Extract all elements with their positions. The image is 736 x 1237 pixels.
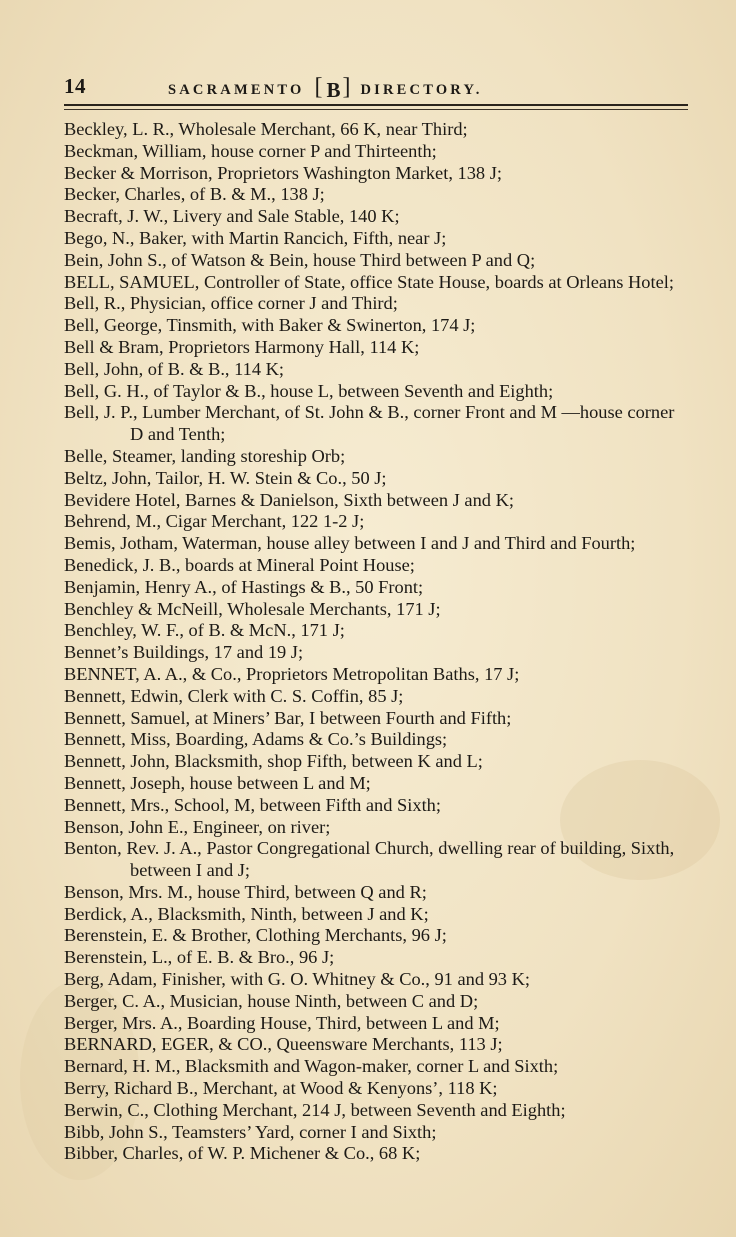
directory-entry: Berg, Adam, Finisher, with G. O. Whitney & Co., 91 and 93 K; — [64, 969, 530, 990]
running-head — [168, 74, 483, 103]
directory-entry: Berenstein, L., of E. B. & Bro., 96 J; — [64, 947, 335, 968]
directory-entry: Beckley, L. R., Wholesale Merchant, 66 K, near Third; — [64, 119, 468, 139]
header-rule — [64, 104, 688, 106]
directory-entry: Benson, Mrs. M., house Third, between Q and R; — [64, 881, 427, 902]
directory-entry: Bibber, Charles, of W. P. Michener & Co., 68 K; — [64, 1143, 421, 1164]
directory-entry: Benjamin, Henry A., of Hastings & B., 50 Front; — [64, 576, 424, 597]
directory-entry: Bibb, John S., Teamsters’ Yard, corner I and Sixth; — [64, 1121, 437, 1142]
directory-entry: Becker, Charles, of B. & M., 138 J; — [64, 184, 325, 205]
directory-entry: Benton, Rev. J. A., Pastor Congregational Church, dwelling rear of building, Sixth, between I and J; — [64, 838, 675, 881]
header-rule-thin — [64, 109, 688, 110]
directory-entry: Berwin, C., Clothing Merchant, 214 J, between Seventh and Eighth; — [64, 1099, 566, 1120]
directory-entry: BENNET, A. A., & Co., Proprietors Metropolitan Baths, 17 J; — [64, 663, 520, 684]
bracket-close: ] — [342, 74, 351, 100]
directory-entry: Bego, N., Baker, with Martin Rancich, Fifth, near J; — [64, 227, 447, 248]
directory-entry: Berger, Mrs. A., Boarding House, Third, between L and M; — [64, 1012, 500, 1033]
directory-entry: Beltz, John, Tailor, H. W. Stein & Co., 50 J; — [64, 467, 387, 488]
directory-entry: Bennett, Mrs., School, M, between Fifth and Sixth; — [64, 794, 441, 815]
directory-entry: Berger, C. A., Musician, house Ninth, between C and D; — [64, 990, 479, 1011]
section-letter: B — [326, 78, 341, 102]
directory-entry: Benchley & McNeill, Wholesale Merchants, 171 J; — [64, 598, 441, 619]
directory-entry: Berenstein, E. & Brother, Clothing Merchants, 96 J; — [64, 925, 447, 946]
bracket-open: [ — [314, 74, 323, 100]
directory-entry: Bennett, John, Blacksmith, shop Fifth, between K and L; — [64, 751, 483, 772]
directory-entry: Becker & Morrison, Proprietors Washington Market, 138 J; — [64, 162, 502, 183]
directory-entry: Benedick, J. B., boards at Mineral Point House; — [64, 554, 415, 575]
directory-entry: Bennett, Joseph, house between L and M; — [64, 772, 371, 793]
directory-entry: Bevidere Hotel, Barnes & Danielson, Sixth between J and K; — [64, 489, 514, 510]
directory-entry: Bell, J. P., Lumber Merchant, of St. John & B., corner Front and M —house corner D and Tenth; — [64, 402, 675, 445]
directory-entry: Becraft, J. W., Livery and Sale Stable, 140 K; — [64, 206, 400, 227]
running-head-left: SACRAMENTO — [168, 82, 305, 98]
directory-entry: Bell & Bram, Proprietors Harmony Hall, 114 K; — [64, 336, 420, 357]
directory-entry: Bell, John, of B. & B., 114 K; — [64, 358, 285, 379]
directory-entry: Bennett, Samuel, at Miners’ Bar, I between Fourth and Fifth; — [64, 707, 512, 728]
running-head-right: DIRECTORY. — [360, 82, 483, 98]
directory-entry: Behrend, M., Cigar Merchant, 122 1-2 J; — [64, 511, 365, 532]
directory-entry: Belle, Steamer, landing storeship Orb; — [64, 445, 346, 466]
directory-entry: Bennett, Edwin, Clerk with C. S. Coffin, 85 J; — [64, 685, 404, 706]
directory-entry: Benson, John E., Engineer, on river; — [64, 816, 331, 837]
page-number: 14 — [64, 74, 86, 98]
directory-entry: Berdick, A., Blacksmith, Ninth, between J and K; — [64, 903, 429, 924]
directory-entry: Bennett, Miss, Boarding, Adams & Co.’s Buildings; — [64, 729, 448, 750]
directory-entry: BERNARD, EGER, & CO., Queensware Merchants, 113 J; — [64, 1034, 503, 1055]
directory-entry: Bernard, H. M., Blacksmith and Wagon-maker, corner L and Sixth; — [64, 1056, 559, 1077]
directory-entry: BELL, SAMUEL, Controller of State, office State House, boards at Orleans Hotel; — [64, 271, 674, 292]
directory-entry: Bein, John S., of Watson & Bein, house Third between P and Q; — [64, 249, 536, 270]
directory-entry: Benchley, W. F., of B. & McN., 171 J; — [64, 620, 345, 641]
directory-entry: Berry, Richard B., Merchant, at Wood & Kenyons’, 118 K; — [64, 1078, 498, 1099]
directory-entries — [64, 119, 688, 1165]
directory-entry: Bemis, Jotham, Waterman, house alley between I and J and Third and Fourth; — [64, 533, 636, 554]
directory-entry: Beckman, William, house corner P and Thirteenth; — [64, 140, 437, 161]
directory-entry: Bell, R., Physician, office corner J and Third; — [64, 293, 398, 314]
directory-entry: Bell, George, Tinsmith, with Baker & Swinerton, 174 J; — [64, 315, 476, 336]
directory-entry: Bennet’s Buildings, 17 and 19 J; — [64, 642, 304, 663]
directory-entry: Bell, G. H., of Taylor & B., house L, between Seventh and Eighth; — [64, 380, 554, 401]
